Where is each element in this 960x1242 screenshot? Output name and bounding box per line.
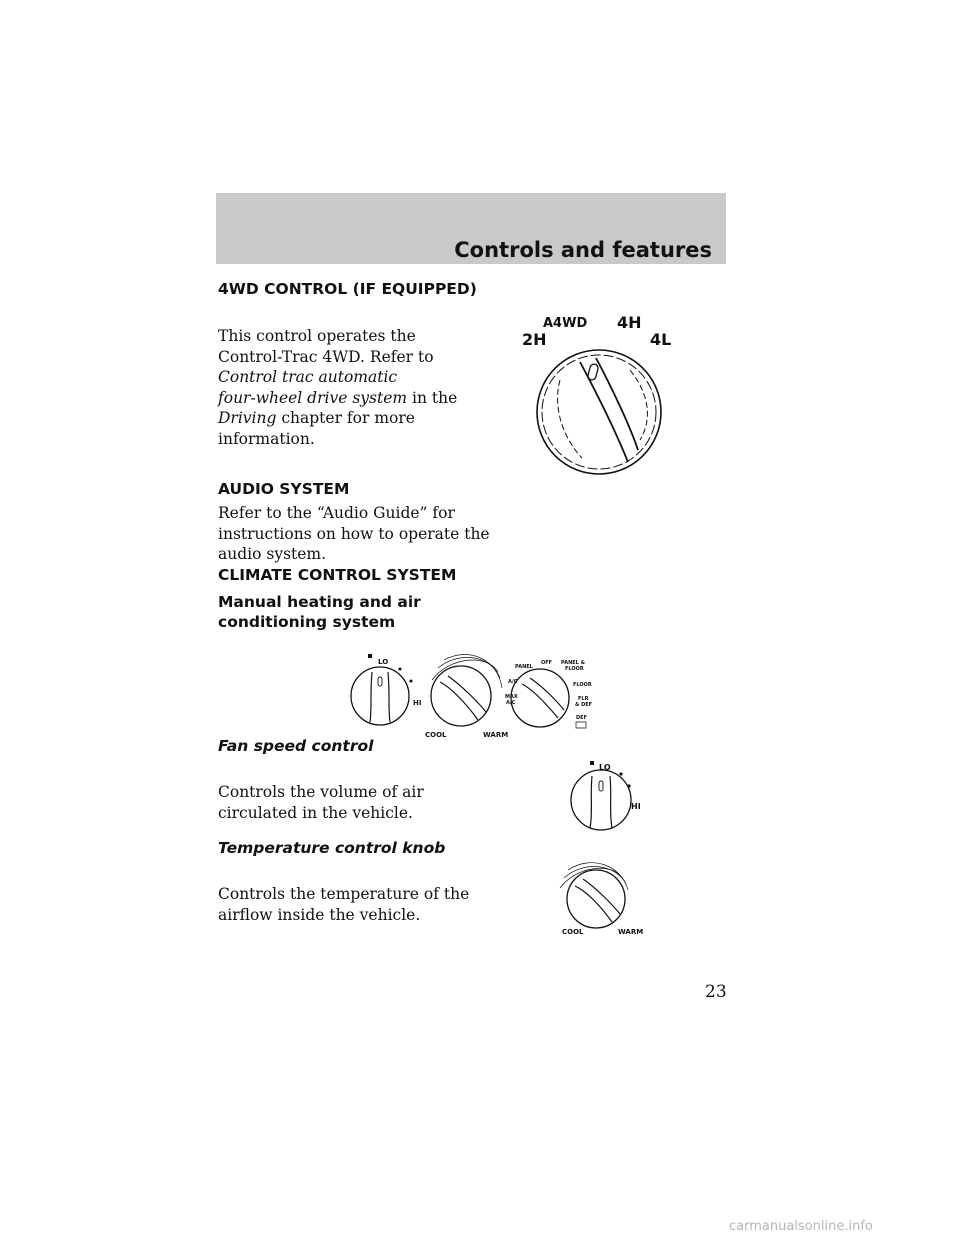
label-flr-def: & DEF <box>575 702 593 708</box>
heading-audio-system: AUDIO SYSTEM <box>218 480 350 498</box>
text-line: audio system. <box>218 545 327 563</box>
label-flr-def: FLR <box>578 696 589 702</box>
panel-temperature-knob <box>425 655 508 739</box>
text-line: circulated in the vehicle. <box>218 803 413 822</box>
knob-pointer <box>587 363 599 381</box>
label-warm: WARM <box>483 731 509 739</box>
label-floor: FLOOR <box>573 682 592 688</box>
label-hi: HI <box>631 802 641 811</box>
page-number: 23 <box>705 982 727 1002</box>
chapter-header-band <box>216 193 726 264</box>
label-max-ac: A/C <box>506 700 516 706</box>
temperature-knob-illustration <box>556 856 646 938</box>
heading-4wd-control: 4WD CONTROL (IF EQUIPPED) <box>218 280 477 298</box>
defrost-icon <box>576 722 586 728</box>
label-max-ac: MAX <box>505 694 518 700</box>
text-line: Control-Trac 4WD. Refer to <box>218 347 434 366</box>
footer-watermark: carmanualsonline.info <box>729 1219 873 1234</box>
chapter-title: Controls and features <box>454 238 712 262</box>
paragraph-temperature <box>218 884 488 925</box>
fan-speed-knob-illustration <box>563 756 653 836</box>
label-panel-floor: FLOOR <box>565 666 584 672</box>
label-cool: COOL <box>562 928 584 936</box>
text-line: conditioning system <box>218 613 396 631</box>
label-lo: LO <box>599 763 611 772</box>
heading-fan-speed: Fan speed control <box>218 737 374 755</box>
text-line: Manual heating and air <box>218 593 421 611</box>
label-lo: LO <box>378 658 389 666</box>
text-line: in the <box>412 388 458 407</box>
italic-reference: Control trac automatic <box>218 368 398 386</box>
label-a4wd: A4WD <box>543 316 588 331</box>
text-line: Controls the temperature of the <box>218 885 470 903</box>
text-line: Controls the volume of air <box>218 783 424 801</box>
climate-panel-illustration <box>340 648 600 743</box>
label-def: DEF <box>576 715 587 721</box>
heading-temperature-knob: Temperature control knob <box>218 839 446 857</box>
knob-grip-left <box>580 362 628 462</box>
paragraph-4wd <box>218 326 488 449</box>
italic-chapter-reference: Driving <box>218 409 277 427</box>
italic-reference: four-wheel drive system <box>218 388 408 407</box>
label-panel-floor: PANEL & <box>561 660 585 666</box>
label-4h: 4H <box>617 313 642 332</box>
label-2h: 2H <box>522 330 547 349</box>
4wd-knob-illustration <box>520 300 680 475</box>
knob-shade <box>630 370 647 440</box>
text-line: information. <box>218 429 315 448</box>
label-off: OFF <box>541 660 553 666</box>
panel-fan-knob <box>351 654 421 725</box>
text-line: Refer to the “Audio Guide” for <box>218 504 455 522</box>
label-hi: HI <box>413 699 422 707</box>
fan-icon <box>368 654 372 658</box>
text-line: This control operates the <box>218 327 416 345</box>
label-warm: WARM <box>618 928 644 936</box>
heading-climate-control: CLIMATE CONTROL SYSTEM <box>218 566 457 584</box>
label-ac: A/C <box>508 679 518 685</box>
panel-mode-knob <box>505 660 592 728</box>
label-panel: PANEL <box>515 664 533 670</box>
knob-outer-ring <box>537 350 661 474</box>
label-cool: COOL <box>425 731 447 739</box>
text-line: instructions on how to operate the <box>218 524 490 543</box>
text-line: chapter for more <box>281 409 415 427</box>
subheading-manual-heating <box>218 592 421 632</box>
text-line: airflow inside the vehicle. <box>218 905 421 924</box>
paragraph-fan <box>218 782 488 823</box>
label-4l: 4L <box>650 330 672 349</box>
paragraph-audio <box>218 503 518 565</box>
fan-icon <box>590 761 594 765</box>
knob-shade <box>558 380 582 458</box>
